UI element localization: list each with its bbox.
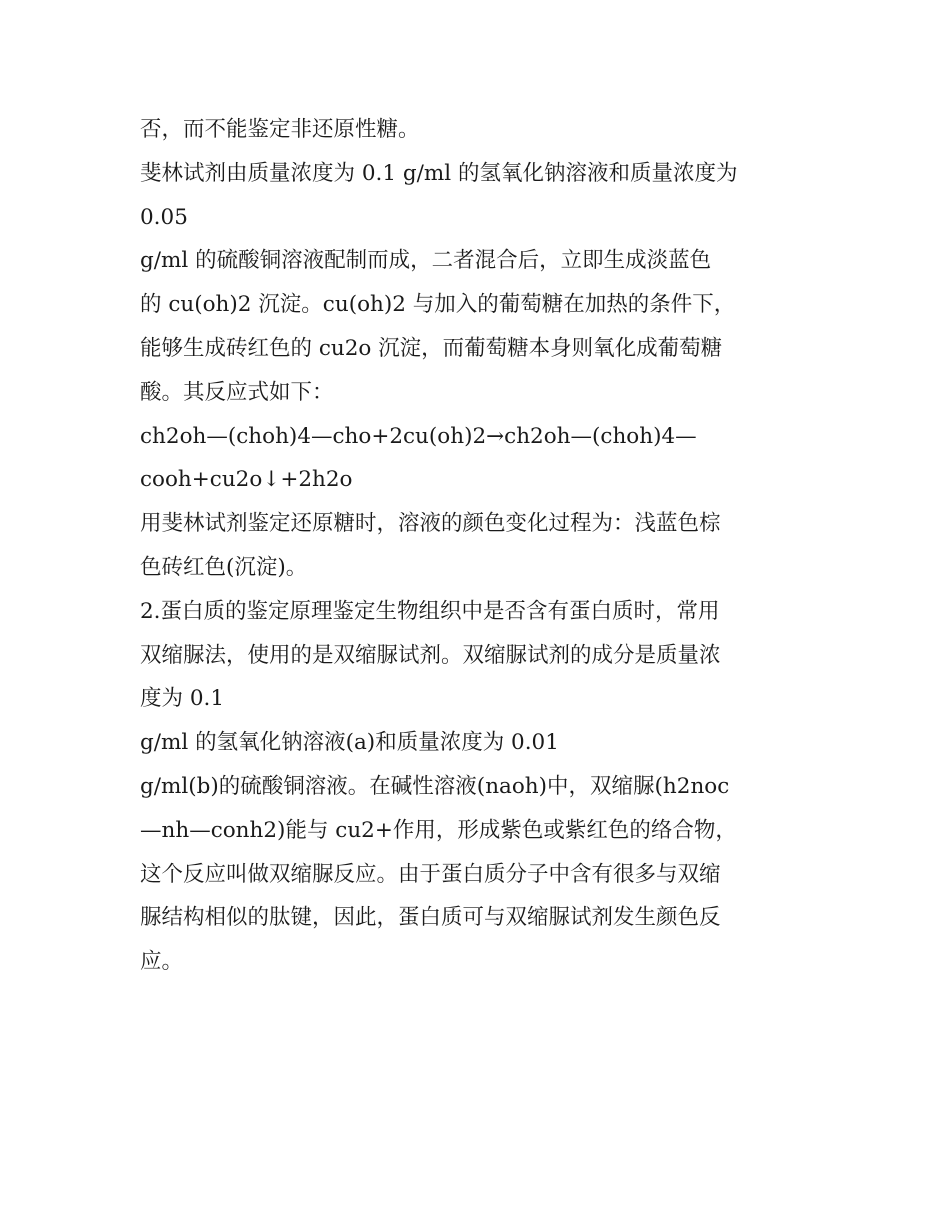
text-line: 脲结构相似的肽键，因此，蛋白质可与双缩脲试剂发生颜色反 xyxy=(140,905,721,931)
text-line: 应。 xyxy=(140,949,184,975)
text-line: g/ml 的硫酸铜溶液配制而成，二者混合后，立即生成淡蓝色 xyxy=(140,248,712,274)
text-line: g/ml 的氢氧化钠溶液(a)和质量浓度为 0.01 xyxy=(140,730,559,756)
text-line: 否，而不能鉴定非还原性糖。 xyxy=(140,117,420,142)
text-line: 2.蛋白质的鉴定原理鉴定生物组织中是否含有蛋白质时，常用 xyxy=(140,598,720,624)
text-line: g/ml(b)的硫酸铜溶液。在碱性溶液(naoh)中，双缩脲(h2noc xyxy=(140,773,730,799)
reaction-equation-line: ch2oh—(choh)4—cho+2cu(oh)2→ch2oh—(choh)4— xyxy=(140,423,697,449)
text-line: 能够生成砖红色的 cu2o 沉淀，而葡萄糖本身则氧化成葡萄糖 xyxy=(140,335,723,361)
text-line: 斐林试剂由质量浓度为 0.1 g/ml 的氢氧化钠溶液和质量浓度为 xyxy=(140,160,738,186)
reaction-equation-line: cooh+cu2o↓+2h2o xyxy=(140,467,353,493)
text-line: 度为 0.1 xyxy=(140,686,225,712)
text-line: 这个反应叫做双缩脲反应。由于蛋白质分子中含有很多与双缩 xyxy=(140,861,721,887)
text-line: —nh—conh2)能与 cu2+作用，形成紫色或紫红色的络合物， xyxy=(140,817,737,843)
text-line: 双缩脲法，使用的是双缩脲试剂。双缩脲试剂的成分是质量浓 xyxy=(140,642,721,668)
text-line: 用斐林试剂鉴定还原糖时，溶液的颜色变化过程为：浅蓝色棕 xyxy=(140,511,721,537)
text-line: 0.05 xyxy=(140,204,188,230)
text-line: 酸。其反应式如下： xyxy=(140,379,334,405)
body-text xyxy=(140,108,820,984)
text-line: 的 cu(oh)2 沉淀。cu(oh)2 与加入的葡萄糖在加热的条件下， xyxy=(140,292,736,318)
text-line: 色砖红色(沉淀)。 xyxy=(140,554,308,580)
